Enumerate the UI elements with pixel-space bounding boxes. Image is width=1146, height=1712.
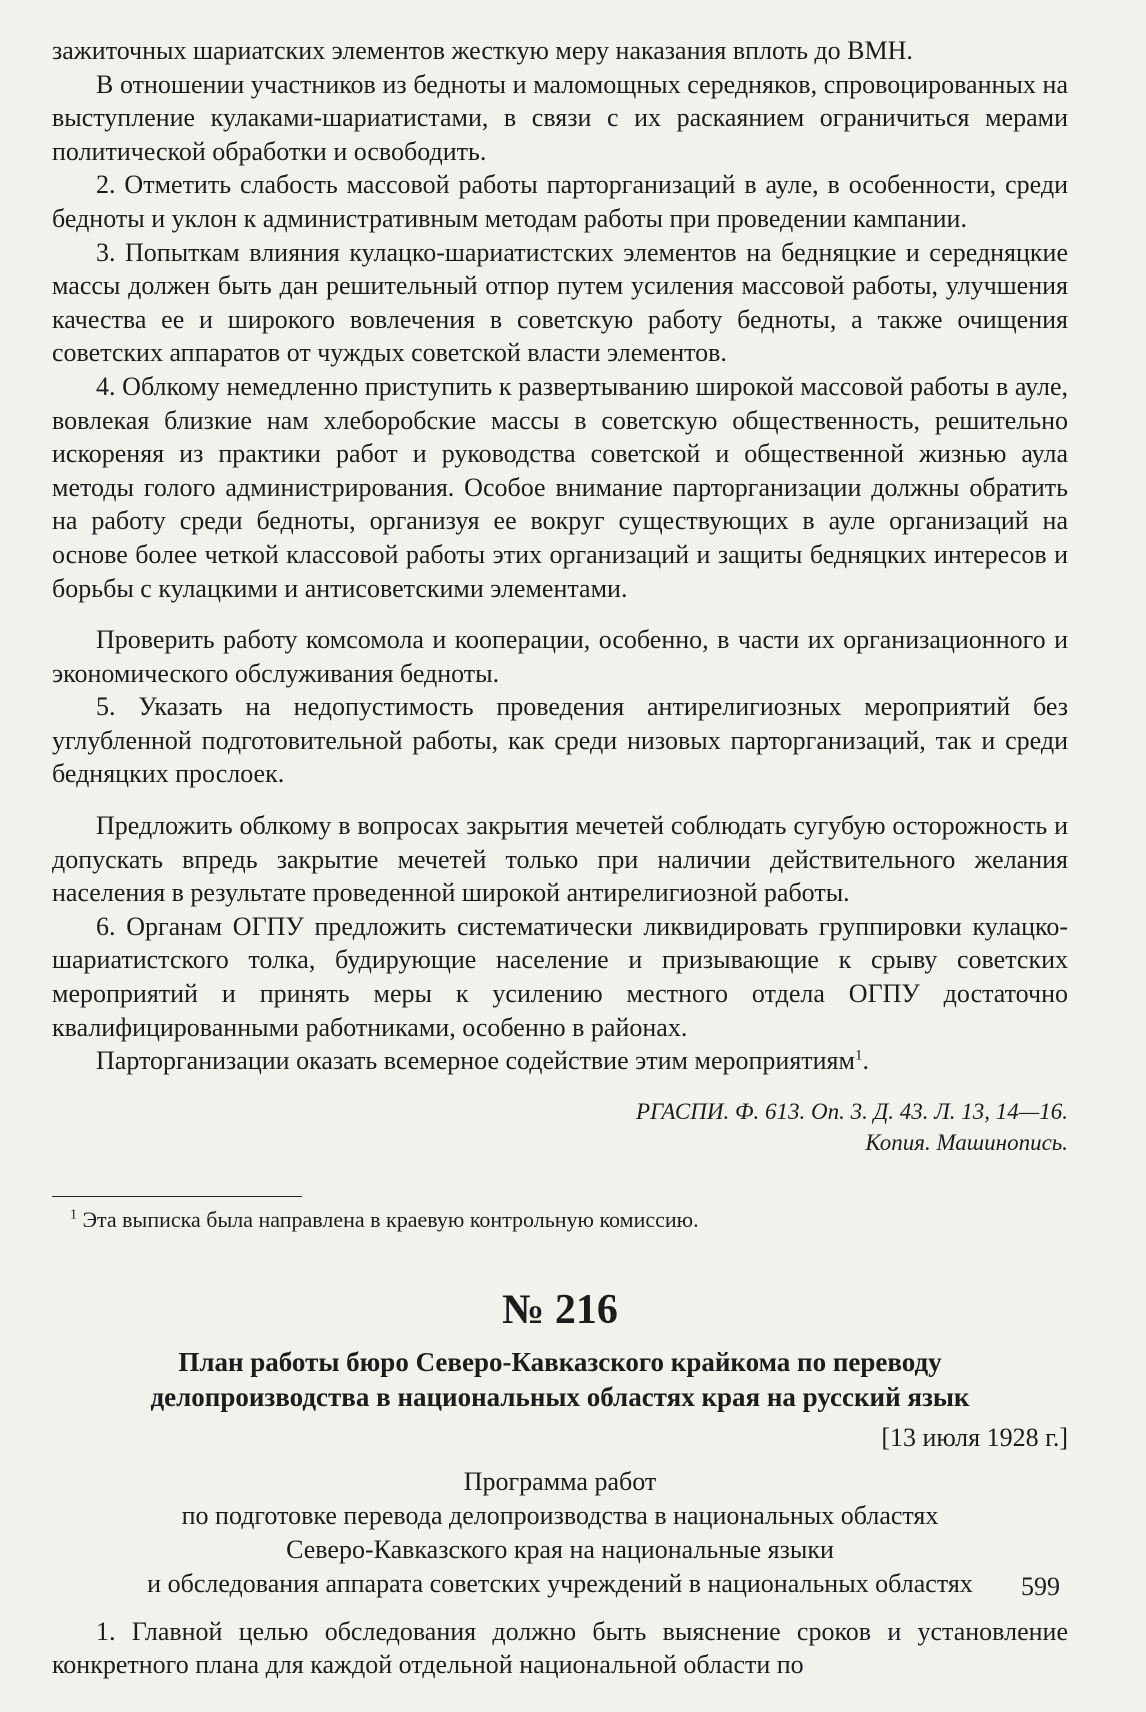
document-title: [52, 1345, 1068, 1415]
paragraph: 2. Отметить слабость массовой работы парторганизаций в ауле, в особенности, среди бедноты и уклон к административным методам работы при проведении кампании.: [52, 170, 1068, 233]
footnote: [70, 1205, 1068, 1235]
paragraph: 6. Органам ОГПУ предложить систематически ликвидировать группировки кулацко-шариатистского толка, будирующие население и призывающие к срыву советских мероприятий и принять меры к усилению местного отдела ОГПУ достаточно квалифицированными работниками, особенно в районах.: [52, 911, 1068, 1042]
source-note: Копия. Машинопись.: [865, 1129, 1068, 1155]
program-heading-line: Программа работ: [463, 1466, 657, 1496]
paragraph: В отношении участников из бедноты и маломощных середняков, спровоцированных на выступление кулаками-шариатистами, в связи с их раскаянием ограничиться мерами политической обработки и освободить.: [52, 69, 1068, 166]
program-heading: [52, 1465, 1068, 1601]
footnote-marker: 1: [854, 1047, 863, 1064]
paragraph: зажиточных шариатских элементов жесткую меру наказания вплоть до ВМН.: [52, 36, 913, 65]
program-heading-line: по подготовке перевода делопроизводства в национальных областях: [181, 1500, 939, 1530]
paragraph-with-footnote: [52, 1044, 1068, 1078]
footnote-divider: [52, 1196, 302, 1197]
source-reference: РГАСПИ. Ф. 613. Оп. 3. Д. 43. Л. 13, 14—16.: [636, 1098, 1068, 1124]
document-title-line: делопроизводства в национальных областях края на русский язык: [150, 1381, 970, 1412]
paragraph: Проверить работу комсомола и кооперации, особенно, в части их организационного и экономического обслуживания бедноты.: [52, 625, 1068, 688]
footnote-mark: 1: [70, 1207, 77, 1223]
document-number: № 216: [502, 1286, 618, 1333]
page-number: 599: [1021, 1572, 1060, 1601]
footnote-text: Эта выписка была направлена в краевую контрольную комиссию.: [82, 1206, 699, 1232]
program-body: [52, 1615, 1068, 1682]
paragraph-end: .: [862, 1046, 869, 1076]
paragraph: 5. Указать на недопустимость проведения антирелигиозных мероприятий без углубленной подготовительной работы, как среди низовых парторганизаций, так и среди бедняцких прослоек.: [52, 692, 1068, 789]
document-title-line: План работы бюро Северо-Кавказского крайкома по переводу: [178, 1346, 942, 1377]
paragraph-text: Парторганизации оказать всемерное содействие этим мероприятиям: [96, 1046, 855, 1076]
archival-source: [52, 1096, 1068, 1158]
program-heading-line: и обследования аппарата советских учреждений в национальных областях: [147, 1568, 973, 1598]
body-text: [52, 34, 1068, 1078]
paragraph: 1. Главной целью обследования должно быть выяснение сроков и установление конкретного плана для каждой отдельной национальной области по: [52, 1616, 1068, 1680]
program-heading-line: Северо-Кавказского края на национальные языки: [286, 1534, 834, 1564]
paragraph: 4. Облкому немедленно приступить к развертыванию широкой массовой работы в ауле, вовлекая близкие нам хлеборобские массы в советскую общественность, решительно искореняя из практики работ и руководства советской и общественной жизнью аула методы голого администрирования. Особое внимание парторганизации должны обратить на работу среди бедноты, организуя ее вокруг существующих в ауле организаций на основе более четкой классовой работы этих организаций и защиты бедняцких интересов и борьбы с кулацкими и антисоветскими элементами.: [52, 371, 1068, 603]
paragraph: 3. Попыткам влияния кулацко-шариатистских элементов на бедняцкие и середняцкие массы должен быть дан решительный отпор путем усиления массовой работы, улучшения качества ее и широкого вовлечения в советскую работу бедноты, а также очищения советских аппаратов от чуждых советской власти элементов.: [52, 237, 1068, 368]
document-date: [13 июля 1928 г.]: [881, 1422, 1068, 1452]
paragraph: Предложить облкому в вопросах закрытия мечетей соблюдать сугубую осторожность и допускать впредь закрытие мечетей только при наличии действительного желания населения в результате проведенной широкой антирелигиозной работы.: [52, 811, 1068, 908]
